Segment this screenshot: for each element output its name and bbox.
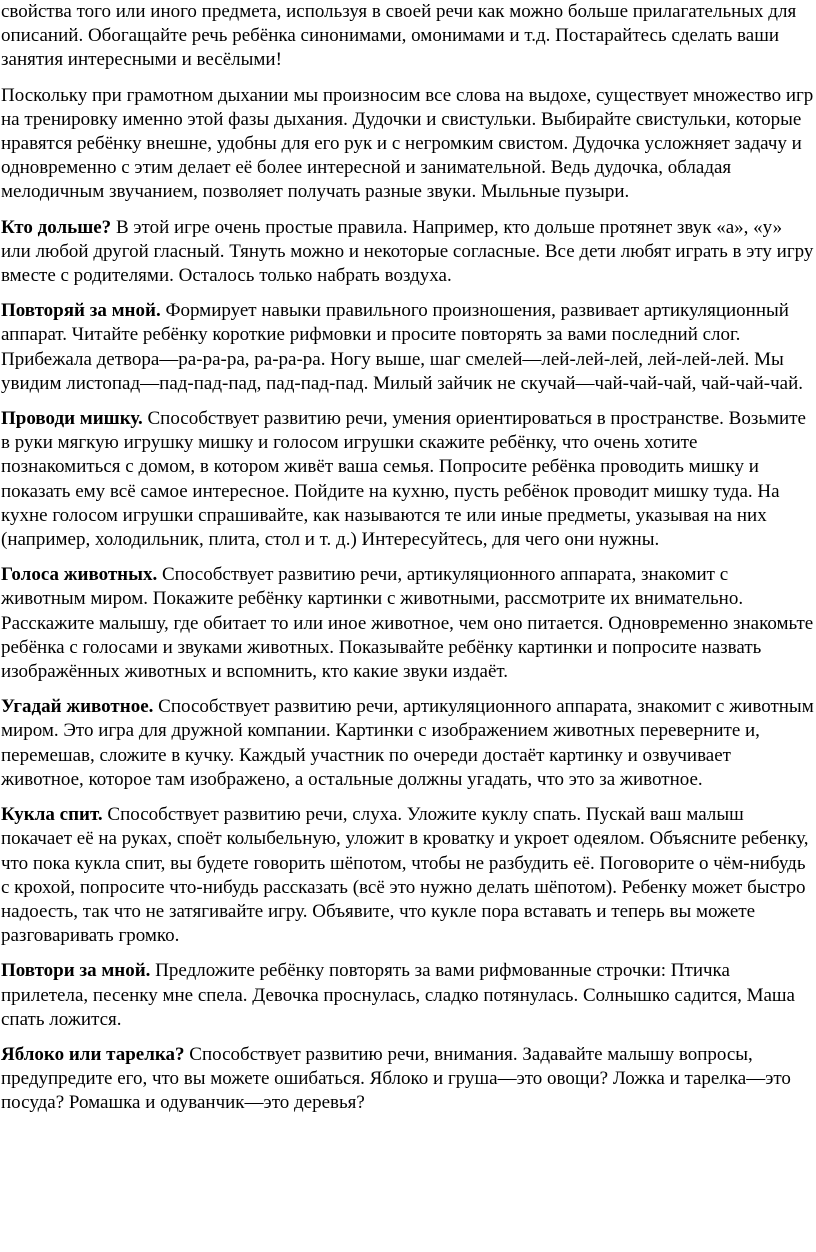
- paragraph-title: Кто дольше?: [1, 216, 112, 238]
- paragraph-text: Способствует развитию речи, артикуляционного аппарата, знакомит с животным миром. Это игра для дружной компании. Картинки с изображением животных переверните и, перемешав, сложите в кучку. Каждый участник по очереди достаёт картинку и озвучивает животное, которое там изображено, а остальные должны угадать, что это за животное.: [1, 696, 814, 790]
- paragraph-game-animal-voices: [1, 563, 816, 684]
- paragraph-text: В этой игре очень простые правила. Например, кто дольше протянет звук «а», «у» или любой другой гласный. Тянуть можно и некоторые согласные. Все дети любят играть в эту игру вместе с родителями. Осталось только набрать воздуха.: [1, 216, 814, 287]
- paragraph-text: Способствует развитию речи, слуха. Уложите куклу спать. Пускай ваш малыш покачает её на руках, споёт колыбельную, уложит в кроватку и укроет одеялом. Объясните ребенку, что пока кукла спит, вы будете говорить шёпотом, чтобы не разбудить её. Поговорите о чём-нибудь с крохой, попросите что-нибудь рассказать (всё это нужно делать шёпотом). Ребенку может быстро надоесть, так что не затягивайте игру. Объявите, что кукле пора вставать и теперь вы можете разговаривать громко.: [1, 804, 809, 947]
- paragraph-game-apple-or-plate: [1, 1043, 816, 1116]
- paragraph-text: Формирует навыки правильного произношения, развивает артикуляционный аппарат. Читайте ребёнку короткие рифмовки и просите повторять за вами последний слог. Прибежала детвора—ра-ра-ра, ра-ра-ра. Ногу выше, шаг смелей—лей-лей-лей, лей-лей-лей. Мы увидим листопад—пад-пад-пад, пад-пад-пад. Милый зайчик не скучай—чай-чай-чай, чай-чай-чай.: [1, 300, 804, 394]
- paragraph-game-guess-animal: [1, 695, 816, 792]
- paragraph-game-repeat-rhymes: [1, 959, 816, 1032]
- paragraph-title: Повторяй за мной.: [1, 300, 161, 322]
- paragraph-game-who-longer: [1, 216, 816, 289]
- paragraph-game-guide-bear: [1, 407, 816, 552]
- paragraph-text: Способствует развитию речи, умения ориентироваться в пространстве. Возьмите в руки мягкую игрушку мишку и голосом игрушки скажите ребёнку, что очень хотите познакомиться с домом, в котором живёт ваша семья. Попросите ребёнка проводить мишку и показать ему всё самое интересное. Пойдите на кухню, пусть ребёнок проводит мишку туда. На кухне голосом игрушки спрашивайте, как называются те или иные предметы, указывая на них (например, холодильник, плита, стол и т. д.) Интересуйтесь, для чего они нужны.: [1, 408, 806, 551]
- paragraph-text: Предложите ребёнку повторять за вами рифмованные строчки: Птичка прилетела, песенку мне спела. Девочка проснулась, сладко потянулась. Солнышко садится, Маша спать ложится.: [1, 960, 795, 1030]
- paragraph-title: Кукла спит.: [1, 804, 103, 826]
- paragraph-text: Способствует развитию речи, внимания. Задавайте малышу вопросы, предупредите его, что вы можете ошибаться. Яблоко и груша—это овощи? Ложка и тарелка—это посуда? Ромашка и одуванчик—это деревья?: [1, 1043, 791, 1114]
- paragraph-title: Угадай животное.: [1, 696, 154, 718]
- paragraph-text: Поскольку при грамотном дыхании мы произносим все слова на выдохе, существует множество игр на тренировку именно этой фазы дыхания. Дудочки и свистульки. Выбирайте свистульки, которые нравятся ребёнку внешне, удобны для его рук и с негромким свистом. Дудочка усложняет задачу и одновременно с этим делает её более интересной и занимательной. Ведь дудочка, обладая мелодичным звучанием, позволяет получать разные звуки. Мыльные пузыри.: [1, 84, 814, 203]
- paragraph-title: Повтори за мной.: [1, 960, 151, 982]
- paragraph-title: Яблоко или тарелка?: [1, 1043, 185, 1065]
- paragraph-game-repeat-after-me: [1, 299, 816, 396]
- paragraph-game-doll-sleeps: [1, 803, 816, 948]
- paragraph-text: Способствует развитию речи, артикуляционного аппарата, знакомит с животным миром. Покажите ребёнку картинки с животными, рассмотрите их внимательно. Расскажите малышу, где обитает то или иное животное, чем оно питается. Одновременно знакомьте ребёнка с голосами и звуками животных. Показывайте ребёнку картинки и попросите назвать изображённых животных и вспомнить, кто какие звуки издаёт.: [1, 564, 814, 683]
- paragraph-breathing: [1, 84, 816, 205]
- paragraph-intro-continuation: [1, 0, 816, 73]
- paragraph-text: свойства того или иного предмета, используя в своей речи как можно больше прилагательных для описаний. Обогащайте речь ребёнка синонимами, омонимами и т.д. Постарайтесь сделать ваши занятия интересными и весёлыми!: [1, 1, 797, 71]
- paragraph-title: Проводи мишку.: [1, 408, 143, 430]
- paragraph-title: Голоса животных.: [1, 564, 158, 586]
